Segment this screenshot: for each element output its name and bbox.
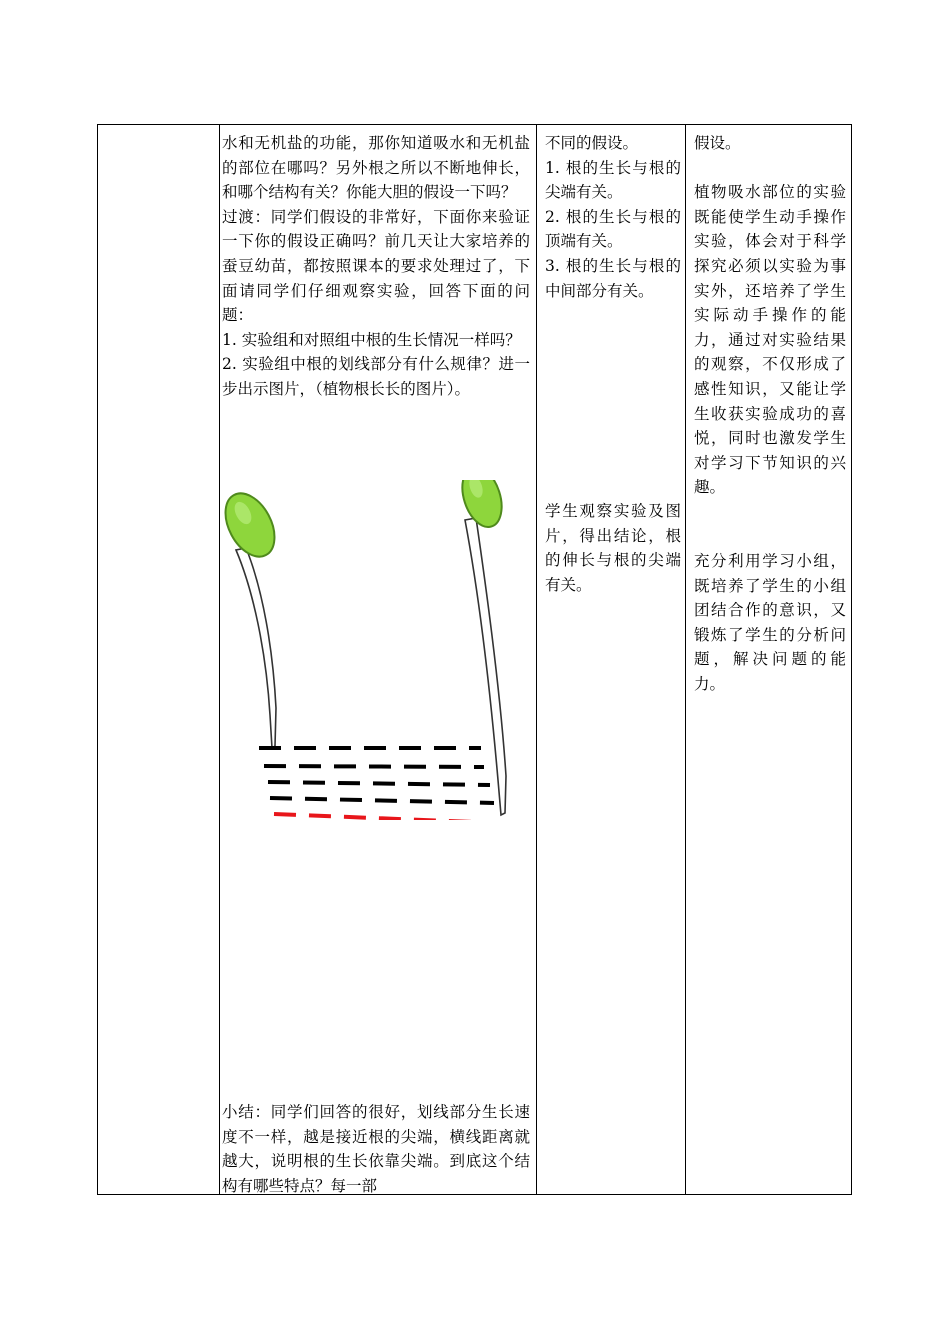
hypothesis-2: 2. 根的生长与根的顶端有关。 bbox=[545, 207, 681, 251]
hypothesis-3: 3. 根的生长与根的中间部分有关。 bbox=[545, 256, 681, 300]
teacher-text-transition: 过渡：同学们假设的非常好，下面你来验证一下你的假设正确吗？前几天让大家培养的蚕豆幼苗，都按照课本的要求处理过了，下面请同学们仔细观察实验，回答下面的问题： bbox=[222, 207, 530, 325]
teacher-activity-cell bbox=[222, 131, 530, 402]
left-seed bbox=[218, 485, 285, 565]
right-seedling bbox=[455, 480, 508, 815]
intent-text-2: 植物吸水部位的实验既能使学生动手操作实验，体会对于科学探究必须以实验为事实外，还培养了学生实际动手操作的能力，通过对实验结果的观察，不仅形成了感性知识，又能让学生收获实验成功的喜悦，同时也激发学生对学习下节知识的兴趣。 bbox=[694, 183, 846, 497]
student-activity-cell bbox=[545, 131, 681, 598]
column-divider bbox=[685, 125, 686, 1194]
summary-text: 小结：同学们回答的很好，划线部分生长速度不一样，越是接近根的尖端，横线距离就越大，说明根的生长依靠尖端。到底这个结构有哪些特点？每一部 bbox=[222, 1103, 530, 1195]
design-intent-cell bbox=[694, 131, 846, 697]
hypothesis-1: 1. 根的生长与根的尖端有关。 bbox=[545, 158, 681, 202]
black-marker-lines bbox=[259, 748, 494, 803]
intent-text-3: 充分利用学习小组，既培养了学生的小组团结合作的意识，又锻炼了学生的分析问题，解决问题的能力。 bbox=[694, 552, 846, 694]
lesson-table bbox=[97, 124, 852, 1195]
column-divider bbox=[536, 125, 537, 1194]
teacher-text-intro: 水和无机盐的功能，那你知道吸水和无机盐的部位在哪吗？另外根之所以不断地伸长，和哪个结构有关？你能大胆的假设一下吗？ bbox=[222, 134, 530, 202]
left-root bbox=[236, 548, 276, 748]
question-1: 1. 实验组和对照组中根的生长情况一样吗？ bbox=[222, 330, 521, 349]
black-line-4 bbox=[270, 798, 494, 803]
left-seedling bbox=[218, 485, 285, 748]
intent-text-1: 假设。 bbox=[694, 134, 741, 152]
student-observation: 学生观察实验及图片，得出结论，根的伸长与根的尖端有关。 bbox=[545, 502, 681, 594]
right-root bbox=[465, 518, 506, 815]
red-marker-lines bbox=[274, 814, 502, 820]
question-2: 2. 实验组中根的划线部分有什么规律？进一步出示图片，（植物根长长的图片）。 bbox=[222, 355, 530, 398]
red-line-1 bbox=[274, 814, 498, 820]
student-hypothesis-intro: 不同的假设。 bbox=[545, 134, 639, 152]
black-line-3 bbox=[268, 782, 490, 785]
black-line-2 bbox=[264, 766, 484, 767]
bean-root-figure bbox=[218, 480, 518, 820]
